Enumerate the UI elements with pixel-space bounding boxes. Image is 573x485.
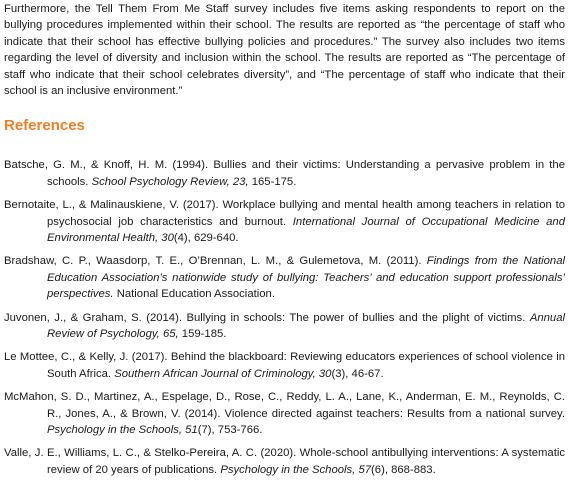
intro-paragraph: Furthermore, the Tell Them From Me Staff survey includes five items asking respondents to report on the bullying procedures implemented within their school. The results are reported as “the percentage of staff who indicate that their school has effective bullying policies and procedures.” The survey also includes two items regarding the level of diversity and inclusion within the school. The results are reported as “The percentage of staff who indicate that their school celebrates diversity”, and “The percentage of staff who indicate that their school is an inclusive environment.”	[4, 3, 565, 98]
reference-item	[4, 445, 565, 477]
reference-pages: 159-185.	[178, 327, 227, 340]
reference-item	[4, 349, 565, 381]
reference-pages: (3), 46-67.	[331, 367, 384, 380]
reference-source: Psychology in the Schools, 51	[47, 423, 198, 436]
reference-text: Valle, J. E., Williams, L. C., & Stelko-Pereira, A. C. (2020). Whole-school antibullying interventions: A systematic review of 20 years of publications.	[4, 447, 565, 476]
reference-pages: 165-175.	[248, 175, 297, 188]
reference-item	[4, 157, 565, 189]
reference-source: Psychology in the Schools, 57	[220, 463, 372, 476]
reference-source: School Psychology Review, 23,	[91, 175, 249, 188]
reference-item	[4, 253, 565, 302]
reference-source: Findings from the National Education Association’s nationwide study of bullying: Teachers’ and education support professionals’ perspectives.	[47, 255, 565, 300]
reference-text: Le Mottee, C., & Kelly, J. (2017). Behind the blackboard: Reviewing educators experiences of school violence in South Africa.	[4, 351, 565, 380]
reference-pages: National Education Association.	[113, 287, 275, 300]
reference-text: Bradshaw, C. P., Waasdorp, T. E., O’Brennan, L. M., & Gulemetova, M. (2011).	[4, 255, 427, 268]
reference-pages: (6), 868-883.	[371, 463, 436, 476]
reference-pages: (4), 629-640.	[173, 231, 239, 244]
reference-text: Batsche, G. M., & Knoff, H. M. (1994). Bullies and their victims: Understanding a pervasive problem in the schools.	[4, 159, 565, 188]
reference-source: Annual Review of Psychology, 65,	[47, 311, 565, 340]
reference-item	[4, 310, 565, 342]
reference-source: International Journal of Occupational Medicine and Environmental Health, 30	[47, 215, 565, 244]
reference-item	[4, 197, 565, 246]
reference-text: Juvonen, J., & Graham, S. (2014). Bullying in schools: The power of bullies and the plight of victims.	[4, 311, 530, 324]
references-heading: References	[4, 117, 85, 135]
reference-text: McMahon, S. D., Martinez, A., Espelage, D., Rose, C., Reddy, L. A., Lane, K., Anderman, E. M., Reynolds, C. R., Jones, A., & Brown, V. (2014). Violence directed against teachers: Results from a national survey.	[4, 391, 565, 420]
reference-source: Southern African Journal of Criminology, 30	[114, 367, 332, 380]
reference-pages: (7), 753-766.	[197, 423, 263, 436]
reference-item	[4, 389, 565, 438]
document-page	[4, 0, 565, 485]
reference-list	[4, 157, 565, 477]
reference-text: Bernotaite, L., & Malinauskiene, V. (2017). Workplace bullying and mental health among teachers in relation to psychosocial job characteristics and burnout.	[4, 199, 565, 228]
